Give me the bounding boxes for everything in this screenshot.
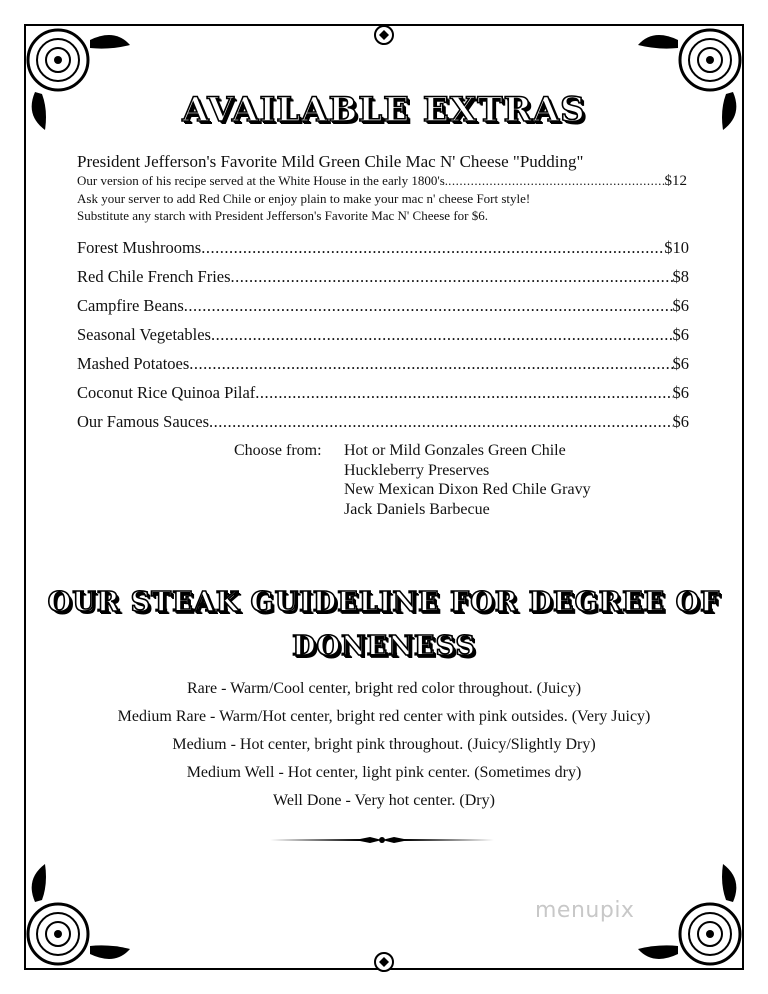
featured-item-desc: Our version of his recipe served at the White House in the early 1800's. xyxy=(77,173,449,188)
featured-item-note: Ask your server to add Red Chile or enjoy plain to make your mac n' cheese Fort style! xyxy=(77,191,531,206)
sauce-option: Huckleberry Preserves xyxy=(344,461,490,479)
featured-item-note: Substitute any starch with President Jefferson's Favorite Mac N' Cheese for $6. xyxy=(77,208,488,223)
item-price: $6 xyxy=(672,296,689,315)
featured-item-price: $12 xyxy=(664,173,687,189)
dot-leader xyxy=(201,238,664,258)
doneness-item: Medium Rare - Warm/Hot center, bright red center with pink outsides. (Very Juicy) xyxy=(117,708,651,725)
dot-leader xyxy=(448,172,664,189)
item-name: Mashed Potatoes xyxy=(77,354,190,373)
sauce-choices-label: Choose from: xyxy=(234,442,322,459)
extras-heading: AVAILABLE EXTRAS xyxy=(182,90,586,130)
dot-leader xyxy=(189,354,672,374)
item-price: $10 xyxy=(664,238,689,257)
item-price: $6 xyxy=(672,325,689,344)
item-price: $8 xyxy=(672,267,689,286)
list-item xyxy=(77,296,689,325)
featured-item-desc-row xyxy=(77,172,687,190)
list-item xyxy=(77,383,689,412)
sauce-option: Jack Daniels Barbecue xyxy=(344,500,490,518)
list-item xyxy=(77,412,689,441)
doneness-list xyxy=(0,680,768,820)
item-price: $6 xyxy=(672,412,689,431)
doneness-item: Medium Well - Hot center, light pink center. (Sometimes dry) xyxy=(186,764,582,781)
doneness-item: Rare - Warm/Cool center, bright red color throughout. (Juicy) xyxy=(186,680,582,697)
doneness-item: Well Done - Very hot center. (Dry) xyxy=(273,792,495,809)
item-name: Red Chile French Fries xyxy=(77,267,231,286)
item-name: Our Famous Sauces xyxy=(77,412,209,431)
doneness-item: Medium - Hot center, bright pink throughout. (Juicy/Slightly Dry) xyxy=(172,736,596,753)
watermark-logo: menupix xyxy=(535,898,635,923)
sauce-option: New Mexican Dixon Red Chile Gravy xyxy=(344,481,591,498)
list-item xyxy=(77,267,689,296)
rose-ornament-icon xyxy=(638,864,748,974)
list-item xyxy=(77,354,689,383)
sauce-options xyxy=(344,442,664,520)
dot-leader xyxy=(184,296,673,316)
extras-list xyxy=(77,238,689,441)
item-name: Coconut Rice Quinoa Pilaf xyxy=(77,383,256,402)
featured-item-title: President Jefferson's Favorite Mild Green Chile Mac N' Cheese "Pudding" xyxy=(77,152,584,171)
medallion-icon xyxy=(373,24,395,46)
dot-leader xyxy=(231,267,673,287)
item-name: Seasonal Vegetables xyxy=(77,325,211,344)
list-item xyxy=(77,325,689,354)
item-name: Forest Mushrooms xyxy=(77,238,202,257)
item-price: $6 xyxy=(672,383,689,402)
steak-heading-line2: DONENESS xyxy=(292,631,476,662)
divider-flourish xyxy=(270,834,494,846)
steak-heading: OUR STEAK GUIDELINE FOR DEGREE OF xyxy=(47,587,721,618)
dot-leader xyxy=(255,383,672,403)
sauce-option: Hot or Mild Gonzales Green Chile xyxy=(344,442,566,459)
dot-leader xyxy=(211,325,673,345)
rose-ornament-icon xyxy=(20,864,130,974)
item-price: $6 xyxy=(672,354,689,373)
item-name: Campfire Beans xyxy=(77,296,184,315)
list-item xyxy=(77,238,689,267)
dot-leader xyxy=(209,412,673,432)
medallion-icon xyxy=(373,951,395,973)
featured-item xyxy=(77,152,687,224)
